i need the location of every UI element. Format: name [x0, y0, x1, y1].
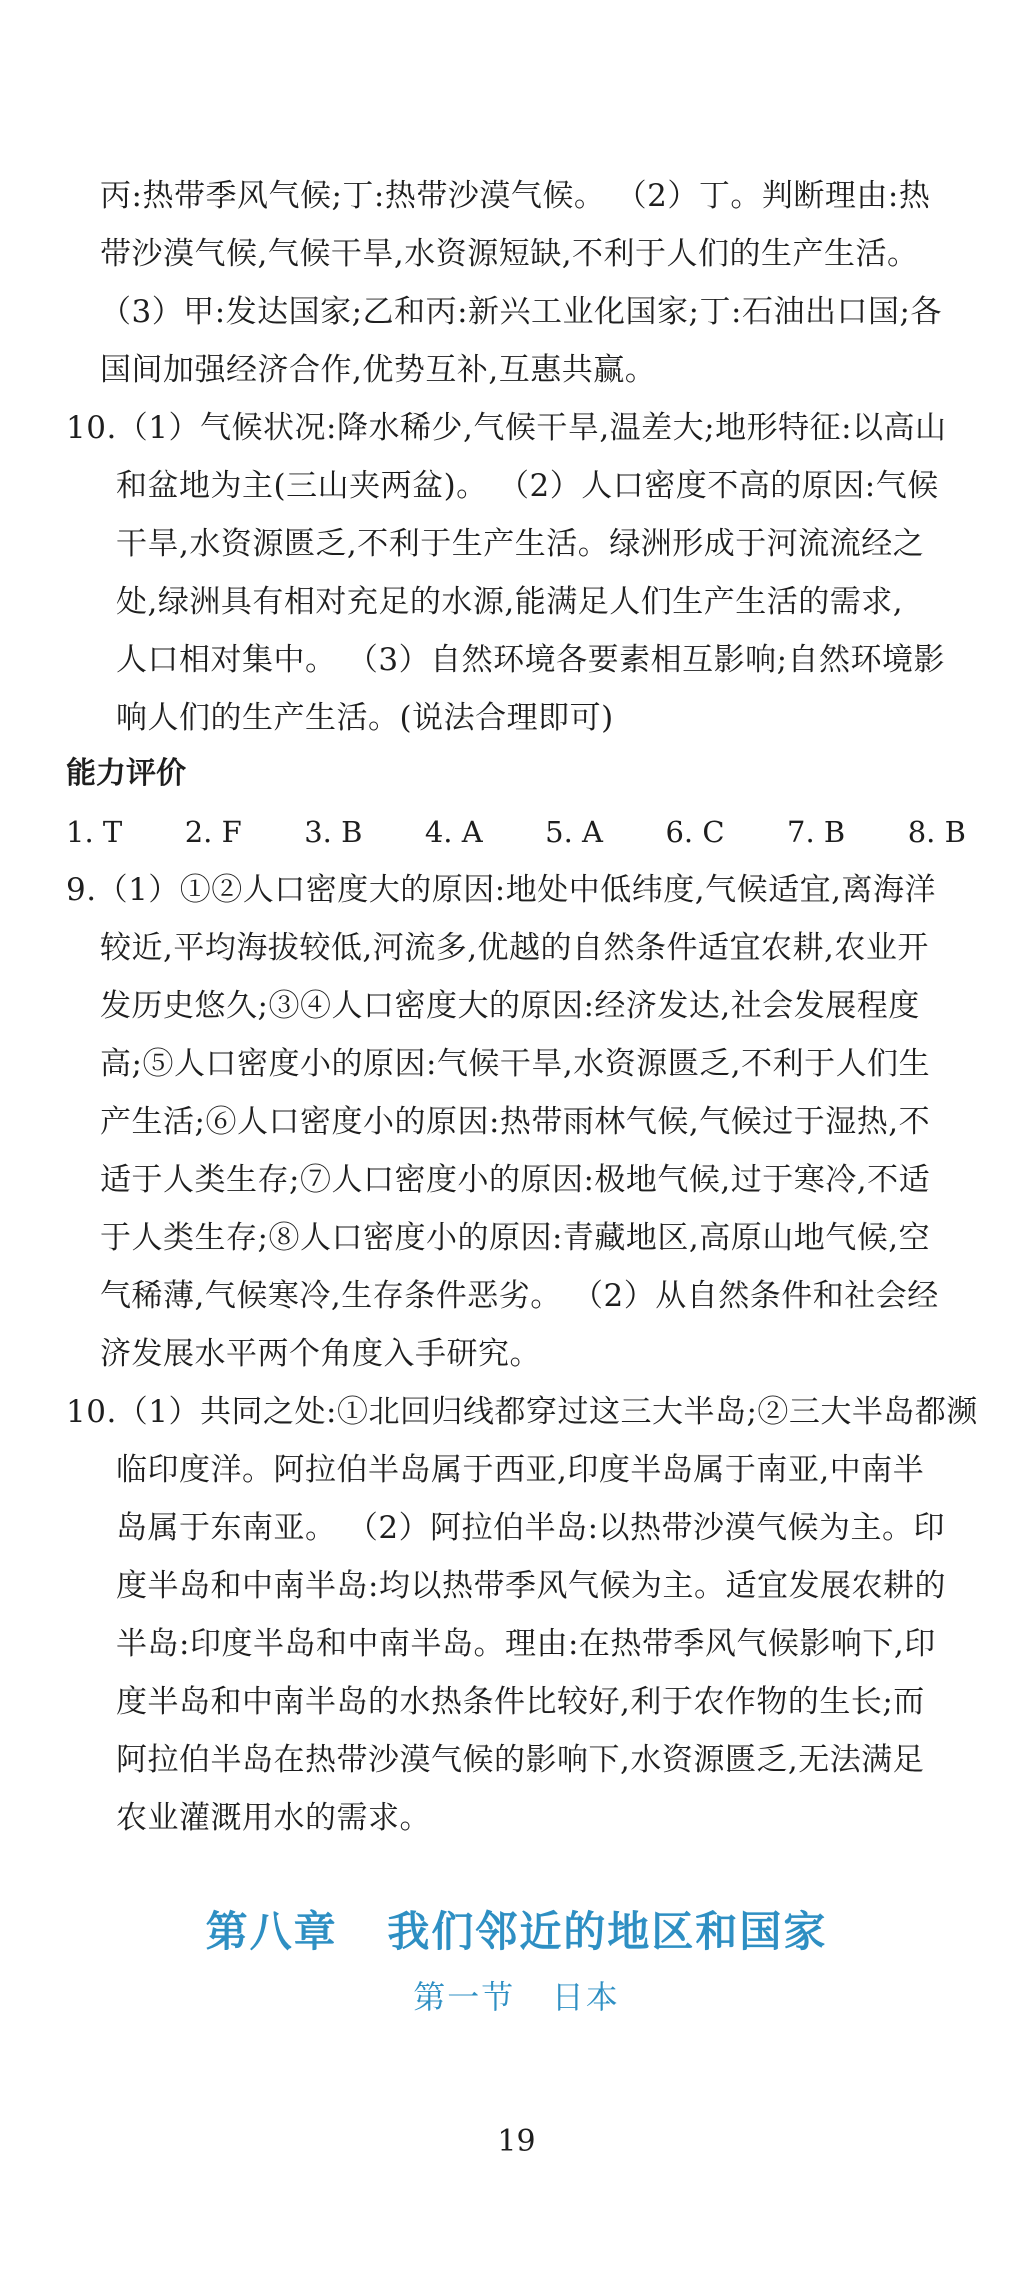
prev-answer-line-4: 国间加强经济合作,优势互补,互惠共赢。 — [100, 352, 657, 388]
q9-line-6: 适于人类生存;⑦人口密度小的原因:极地气候,过于寒冷,不适 — [100, 1162, 931, 1198]
answer-4: 4. A — [424, 815, 483, 849]
answer-3: 3. B — [304, 815, 363, 849]
q9-line-7: 于人类生存;⑧人口密度小的原因:青藏地区,高原山地气候,空 — [100, 1220, 931, 1256]
section-heading-ability-evaluation: 能力评价 — [66, 756, 186, 791]
q10-second-line-8: 农业灌溉用水的需求。 — [116, 1800, 431, 1836]
q10-second-line-1: 10.（1）共同之处:①北回归线都穿过这三大半岛;②三大半岛都濒 — [66, 1394, 978, 1430]
answer-7: 7. B — [787, 815, 846, 849]
q10-second-line-3: 岛属于东南亚。 （2）阿拉伯半岛:以热带沙漠气候为主。印 — [116, 1510, 946, 1546]
answer-1: 1. T — [66, 815, 123, 849]
q9-line-5: 产生活;⑥人口密度小的原因:热带雨林气候,气候过于湿热,不 — [100, 1104, 931, 1140]
q10-first-line-1: 10.（1）气候状况:降水稀少,气候干旱,温差大;地形特征:以高山 — [66, 410, 947, 446]
q10-first-line-3: 干旱,水资源匮乏,不利于生产生活。绿洲形成于河流流经之 — [116, 526, 925, 562]
q9-line-4: 高;⑤人口密度小的原因:气候干旱,水资源匮乏,不利于人们生 — [100, 1046, 931, 1082]
q10-first-line-6: 响人们的生产生活。(说法合理即可) — [116, 700, 614, 736]
q10-second-line-2: 临印度洋。阿拉伯半岛属于西亚,印度半岛属于南亚,中南半 — [116, 1452, 925, 1488]
choice-answers-row — [66, 812, 966, 852]
answer-5: 5. A — [545, 815, 604, 849]
q9-line-2: 较近,平均海拔较低,河流多,优越的自然条件适宜农耕,农业开 — [100, 930, 929, 966]
q10-first-line-5: 人口相对集中。 （3）自然环境各要素相互影响;自然环境影 — [116, 642, 946, 678]
q10-second-line-5: 半岛:印度半岛和中南半岛。理由:在热带季风气候影响下,印 — [116, 1626, 936, 1662]
prev-answer-line-1: 丙:热带季风气候;丁:热带沙漠气候。 （2）丁。判断理由:热 — [100, 178, 931, 214]
q10-second-line-4: 度半岛和中南半岛:均以热带季风气候为主。适宜发展农耕的 — [116, 1568, 946, 1604]
q9-line-8: 气稀薄,气候寒冷,生存条件恶劣。 （2）从自然条件和社会经 — [100, 1278, 939, 1314]
q10-second-line-6: 度半岛和中南半岛的水热条件比较好,利于农作物的生长;而 — [116, 1684, 925, 1720]
answer-2: 2. F — [184, 815, 242, 849]
q9-line-3: 发历史悠久;③④人口密度大的原因:经济发达,社会发展程度 — [100, 988, 920, 1024]
answer-6: 6. C — [665, 815, 725, 849]
chapter-title: 第八章 我们邻近的地区和国家 — [205, 1907, 828, 1956]
q10-first-line-2: 和盆地为主(三山夹两盆)。 （2）人口密度不高的原因:气候 — [116, 468, 939, 504]
prev-answer-line-3: （3）甲:发达国家;乙和丙:新兴工业化国家;丁:石油出口国;各 — [100, 294, 942, 330]
q9-line-1: 9.（1）①②人口密度大的原因:地处中低纬度,气候适宜,离海洋 — [66, 872, 936, 908]
q9-line-9: 济发展水平两个角度入手研究。 — [100, 1336, 541, 1372]
q10-first-line-4: 处,绿洲具有相对充足的水源,能满足人们生产生活的需求, — [116, 584, 904, 620]
page-number: 19 — [497, 2124, 536, 2159]
q10-second-line-7: 阿拉伯半岛在热带沙漠气候的影响下,水资源匮乏,无法满足 — [116, 1742, 925, 1778]
answer-8: 8. B — [907, 815, 966, 849]
prev-answer-line-2: 带沙漠气候,气候干旱,水资源短缺,不利于人们的生产生活。 — [100, 236, 919, 272]
section-title: 第一节 日本 — [413, 1978, 620, 2016]
